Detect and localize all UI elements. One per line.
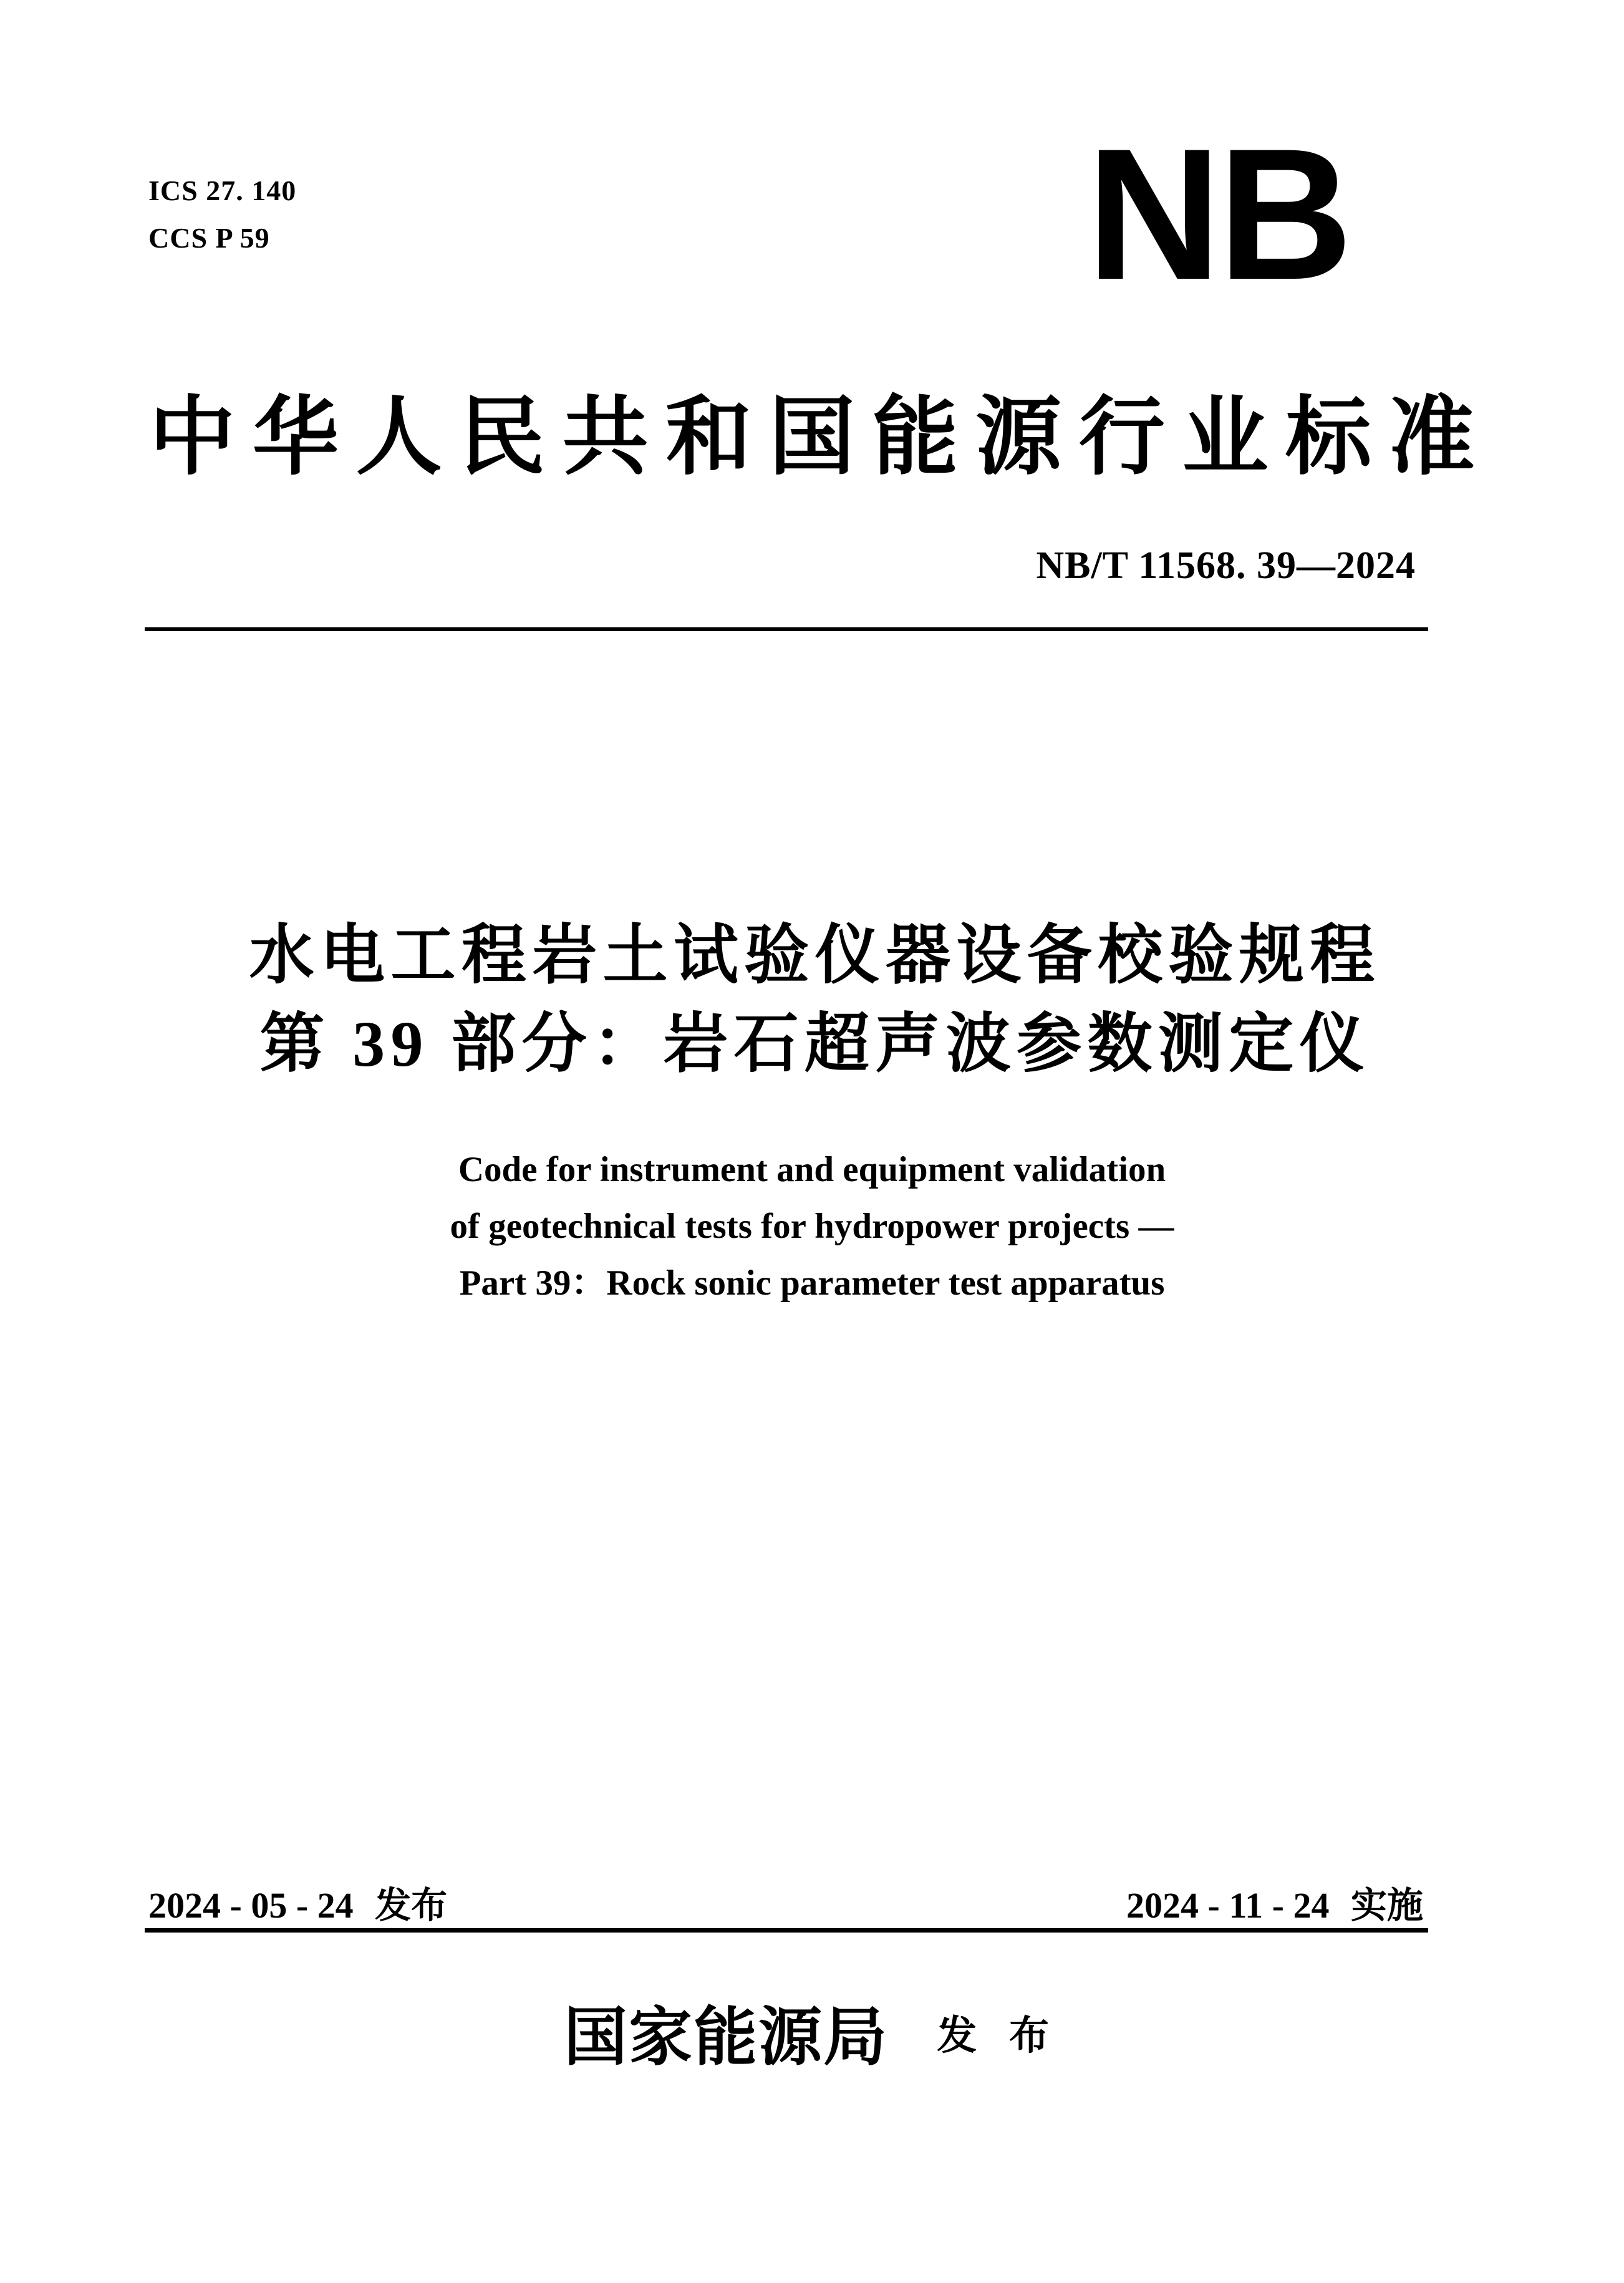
ccs-code: CCS P 59 (148, 221, 270, 254)
publisher-row (0, 1987, 1624, 2078)
issue-label: 发布 (375, 1885, 448, 1926)
title-chinese-line1: 水电工程岩土试验仪器设备校验规程 (249, 920, 1381, 992)
title-chinese (0, 912, 1624, 1089)
classification-codes (148, 167, 296, 262)
standard-number: NB/T 11568. 39—2024 (1036, 544, 1416, 587)
title-english-line2: of geotechnical tests for hydropower projects — (450, 1207, 1174, 1247)
issue-date: 2024 - 05 - 24 (148, 1885, 354, 1926)
implement-label: 实施 (1350, 1885, 1423, 1926)
implement-date: 2024 - 11 - 24 (1126, 1885, 1330, 1926)
nb-logo: NB (1086, 109, 1350, 319)
title-english-line1: Code for instrument and equipment validation (458, 1150, 1166, 1189)
header-rule (145, 627, 1428, 631)
title-english (0, 1141, 1624, 1312)
standard-type-title: 中华人民共和国能源行业标准 (149, 390, 1492, 485)
ics-code: ICS 27. 140 (148, 175, 297, 206)
publisher-name: 国家能源局 (564, 2003, 889, 2073)
footer-rule (145, 1928, 1428, 1933)
title-english-line3: Part 39：Rock sonic parameter test apparatus (459, 1263, 1165, 1303)
title-chinese-line2: 第 39 部分：岩石超声波参数测定仪 (259, 1008, 1370, 1081)
publish-label: 发 布 (937, 2014, 1060, 2058)
implement-date-group (1126, 1876, 1423, 1928)
issue-date-group (148, 1876, 447, 1928)
dates-row (148, 1876, 1423, 1928)
